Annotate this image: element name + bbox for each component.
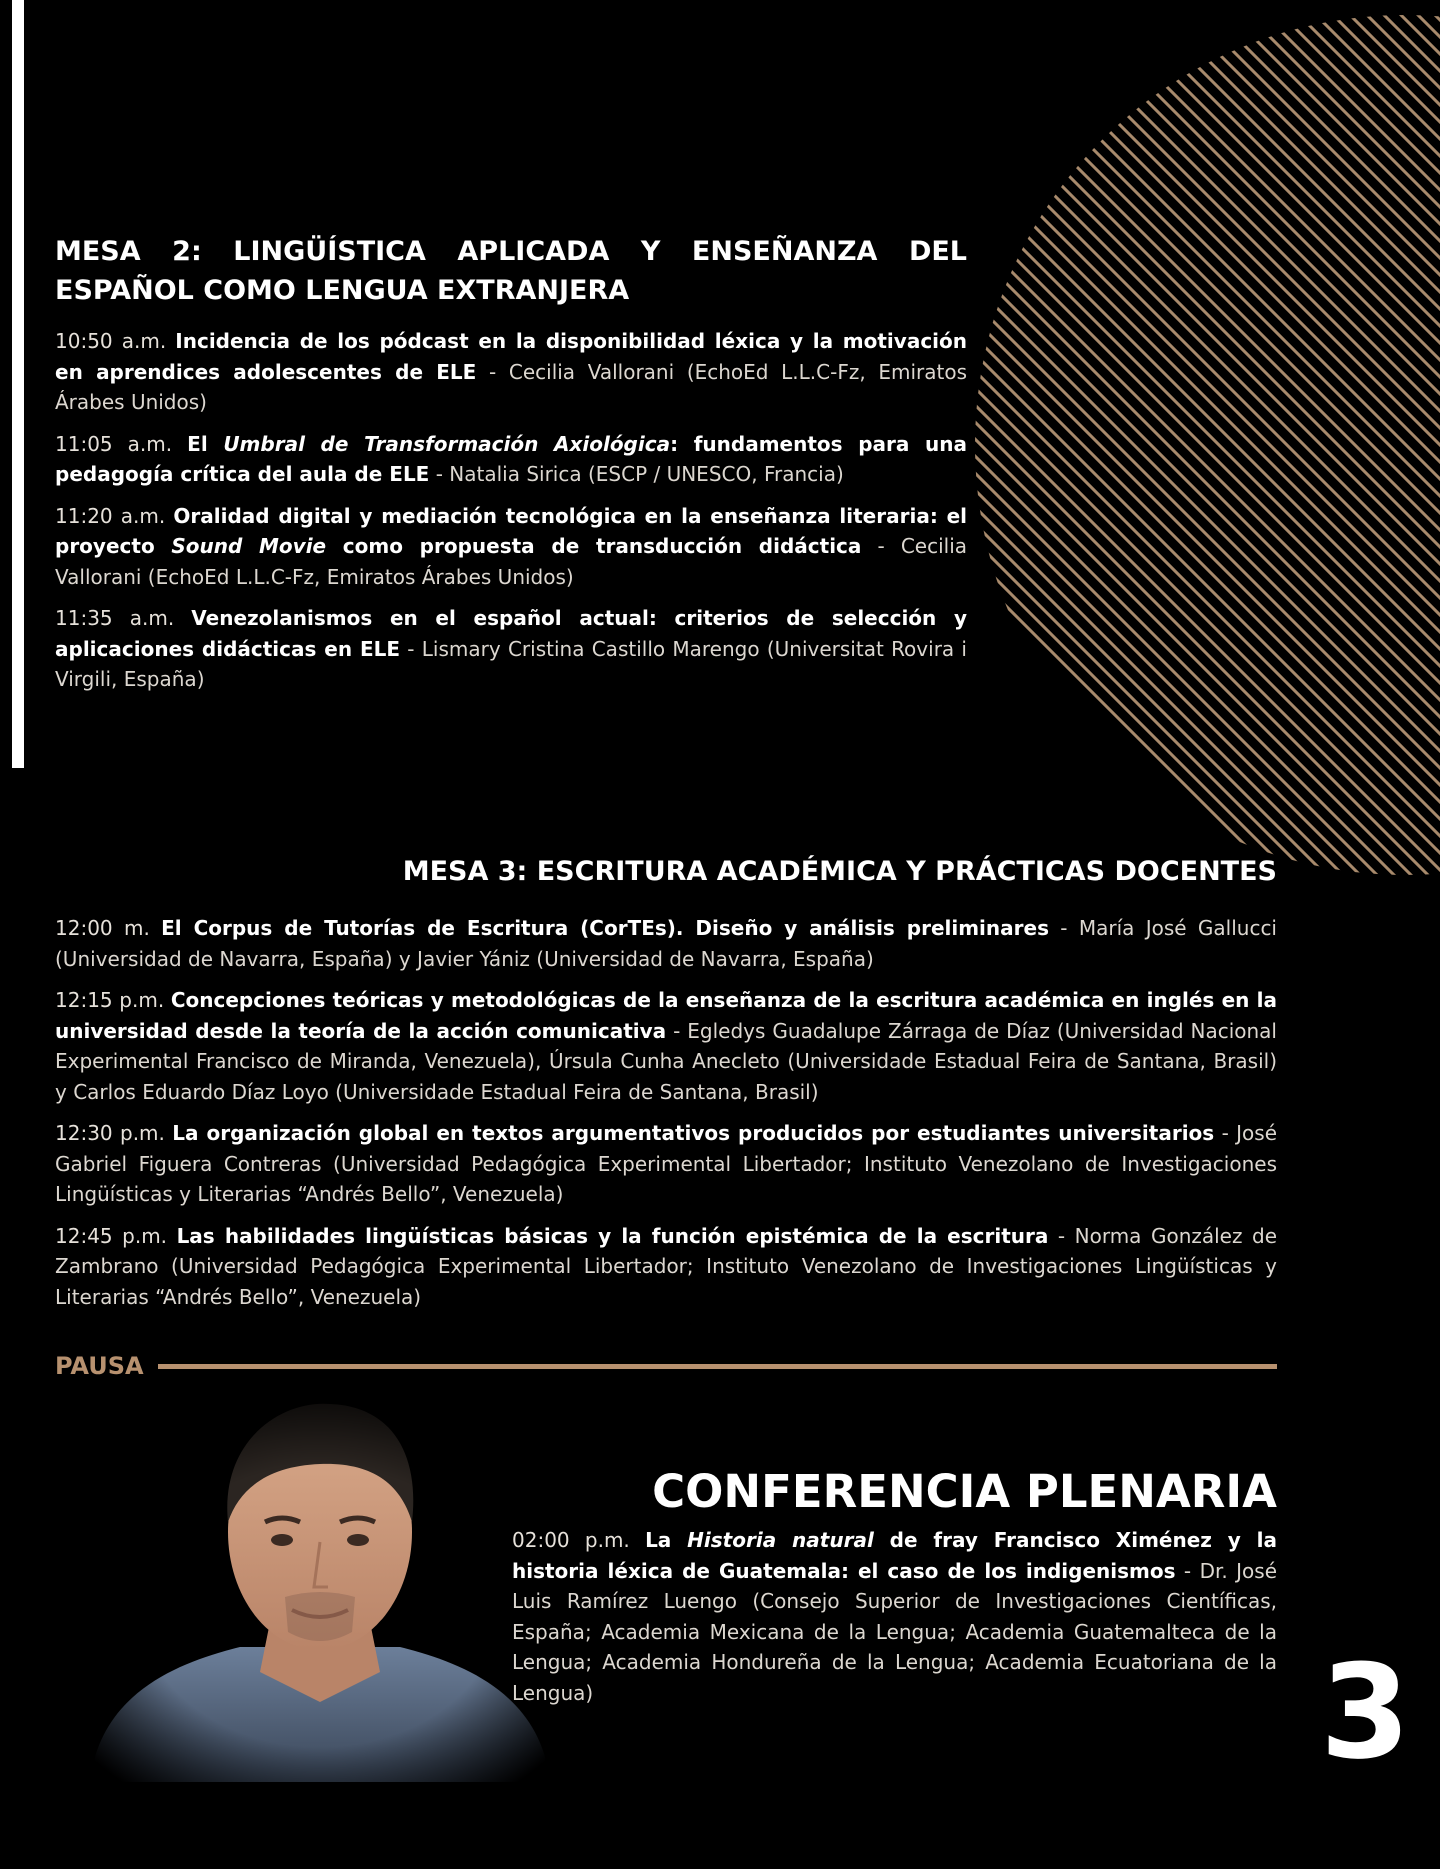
talk-item xyxy=(55,603,967,695)
talk-item xyxy=(55,985,1277,1107)
page-number: 3 xyxy=(1320,1636,1411,1788)
talk-item xyxy=(55,1221,1277,1313)
talk-item xyxy=(55,1118,1277,1210)
talk-title: Incidencia de los pódcast en la disponibilidad léxica y la motivación en aprendices adolescentes de ELE xyxy=(55,329,968,384)
pausa-label: PAUSA xyxy=(55,1352,144,1380)
talk-title: Oralidad digital y mediación tecnológica en la enseñanza literaria: el proyecto Sound Movie como propuesta de transducción didáctica xyxy=(55,503,967,558)
mesa-2-heading: MESA 2: LINGÜÍSTICA APLICADA Y ENSEÑANZA DEL ESPAÑOL COMO LENGUA EXTRANJERA xyxy=(55,236,967,306)
talk-item xyxy=(55,326,967,418)
plenaria-section xyxy=(512,1525,1277,1719)
talk-item xyxy=(512,1525,1277,1708)
talk-item xyxy=(55,501,967,593)
talk-authors: - Cecilia Vallorani (EchoEd L.L.C-Fz, Emiratos Árabes Unidos) xyxy=(55,534,968,589)
talk-title: Concepciones teóricas y metodológicas de la enseñanza de la escritura académica en inglés en la universidad desde la teoría de la acción comunicativa xyxy=(55,988,1277,1043)
talk-item xyxy=(55,429,967,490)
talk-title: Las habilidades lingüísticas básicas y la función epistémica de la escritura xyxy=(176,1223,1049,1248)
talk-time: 10:50 a.m. xyxy=(55,329,167,353)
talk-time: 02:00 p.m. xyxy=(512,1528,630,1552)
pausa-divider xyxy=(55,1352,1277,1380)
mesa-2-section xyxy=(55,232,967,706)
mesa-3-heading: MESA 3: ESCRITURA ACADÉMICA Y PRÁCTICAS DOCENTES xyxy=(402,856,1277,887)
talk-authors: - Lismary Cristina Castillo Marengo (Universitat Rovira i Virgili, España) xyxy=(55,636,967,691)
talk-authors: - Dr. José Luis Ramírez Luengo (Consejo Superior de Investigaciones Científicas, España; Academia Mexicana de la Lengua; Academia Guatemalteca de la Lengua; Academia Hondureña de la Lengua; Academia Ecuatoriana de la Lengua) xyxy=(512,1558,1277,1705)
talk-item xyxy=(55,913,1277,974)
talk-time: 12:15 p.m. xyxy=(55,988,165,1012)
talk-title: El Corpus de Tutorías de Escritura (CorTEs). Diseño y análisis preliminares xyxy=(161,916,1049,940)
pausa-line xyxy=(158,1364,1277,1369)
talk-authors: - Natalia Sirica (ESCP / UNESCO, Francia) xyxy=(429,462,844,486)
talk-title: La organización global en textos argumentativos producidos por estudiantes universitarios xyxy=(172,1121,1215,1145)
talk-time: 12:30 p.m. xyxy=(55,1121,165,1145)
talk-authors: - Cecilia Vallorani (EchoEd L.L.C-Fz, Emiratos Árabes Unidos) xyxy=(55,359,967,414)
talk-authors: - María José Gallucci (Universidad de Navarra, España) y Javier Yániz (Universidad de Navarra, España) xyxy=(55,916,1277,971)
talk-time: 11:20 a.m. xyxy=(55,503,166,528)
plenaria-heading: CONFERENCIA PLENARIA xyxy=(652,1465,1277,1518)
left-accent-bar xyxy=(12,0,24,768)
talk-time: 11:05 a.m. xyxy=(55,431,173,456)
talk-title: El Umbral de Transformación Axiológica: fundamentos para una pedagogía crítica del aula de ELE xyxy=(55,431,967,486)
talk-time: 12:00 m. xyxy=(55,916,150,940)
talk-authors: - José Gabriel Figuera Contreras (Universidad Pedagógica Experimental Libertador; Instituto Venezolano de Investigaciones Lingüísticas y Literarias “Andrés Bello”, Venezuela) xyxy=(55,1121,1278,1206)
talk-time: 11:35 a.m. xyxy=(55,606,175,630)
talk-authors: - Norma González de Zambrano (Universidad Pedagógica Experimental Libertador; Instituto Venezolano de Investigaciones Lingüísticas y Literarias “Andrés Bello”, Venezuela) xyxy=(55,1223,1277,1309)
speaker-portrait xyxy=(70,1392,570,1782)
talk-authors: - Egledys Guadalupe Zárraga de Díaz (Universidad Nacional Experimental Francisco de Miranda, Venezuela), Úrsula Cunha Anecleto (Universidade Estadual Feira de Santana, Brasil) y Carlos Eduardo Díaz Loyo (Universidade Estadual Feira de Santana, Brasil) xyxy=(55,1018,1277,1104)
talk-title: Venezolanismos en el español actual: criterios de selección y aplicaciones didácticas en ELE xyxy=(55,606,968,661)
talk-time: 12:45 p.m. xyxy=(55,1223,168,1248)
mesa-3-section xyxy=(55,852,1277,1323)
talk-title: La Historia natural de fray Francisco Ximénez y la historia léxica de Guatemala: el caso de los indigenismos xyxy=(512,1528,1278,1583)
